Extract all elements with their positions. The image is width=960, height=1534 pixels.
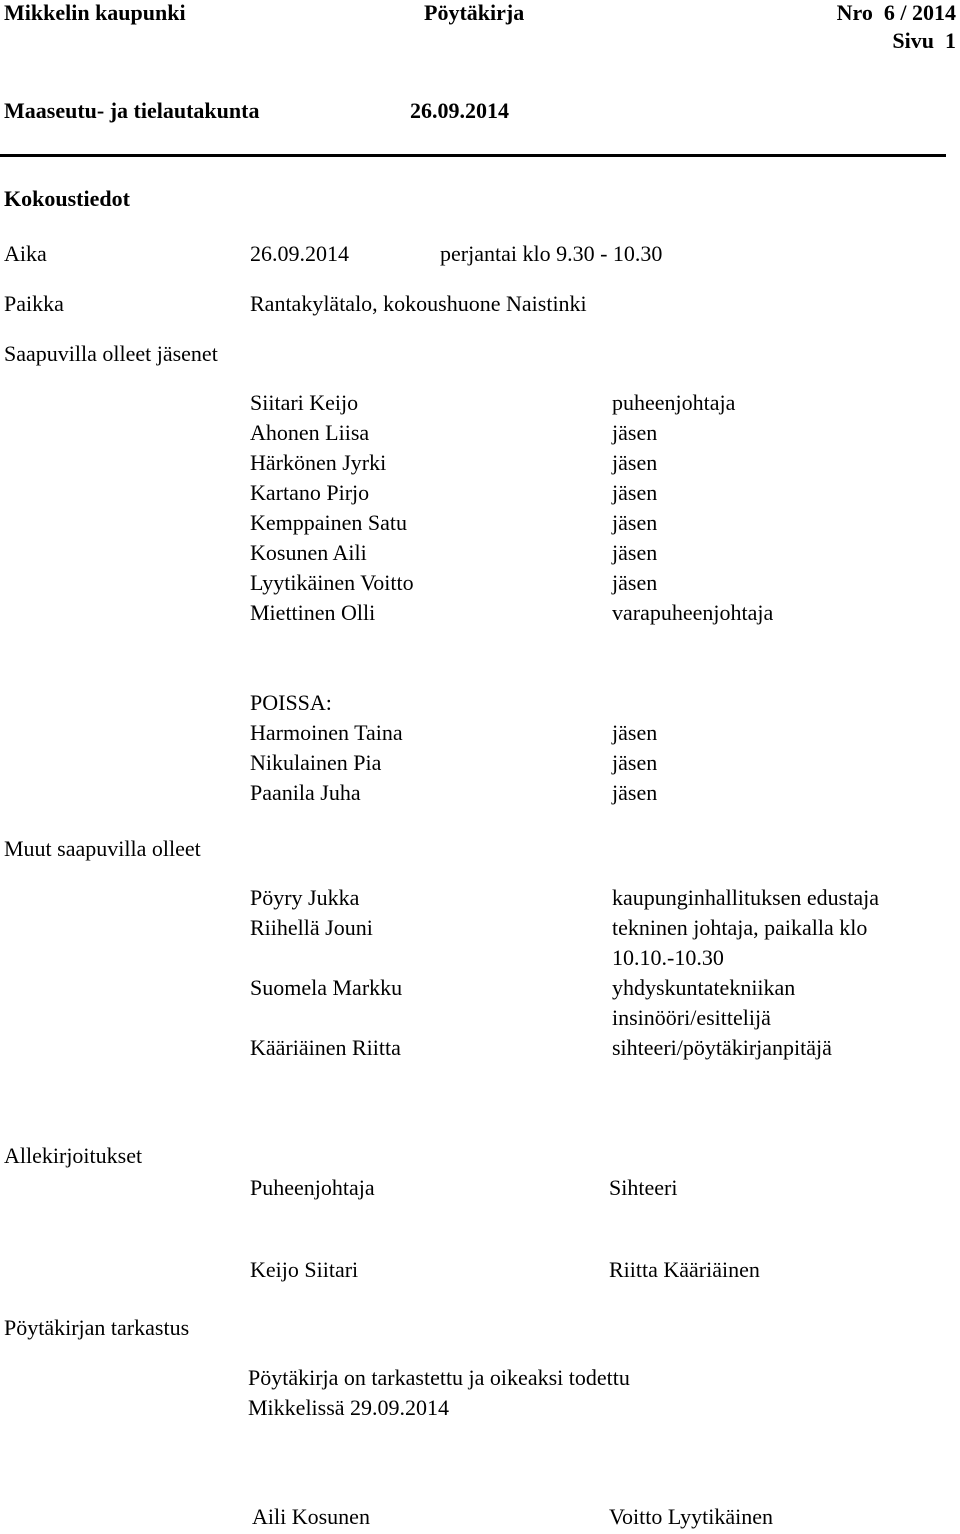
document-type: Pöytäkirja [424, 0, 525, 25]
other-role: sihteeri/pöytäkirjanpitäjä [612, 1035, 832, 1060]
member-role: jäsen [612, 510, 658, 535]
other-role: tekninen johtaja, paikalla klo [612, 915, 868, 940]
member-role: jäsen [612, 480, 658, 505]
member-role: varapuheenjohtaja [612, 600, 774, 625]
other-name: Kääriäinen Riitta [250, 1035, 401, 1060]
document-number: Nro 6 / 2014 [836, 0, 956, 25]
reviewer-name: Voitto Lyytikäinen [609, 1504, 773, 1529]
other-name: Suomela Markku [250, 975, 403, 1000]
reviewer-name: Aili Kosunen [252, 1504, 370, 1529]
committee-name: Maaseutu- ja tielautakunta [4, 98, 260, 123]
member-role: jäsen [612, 570, 658, 595]
place-value: Rantakylätalo, kokoushuone Naistinki [250, 291, 587, 316]
member-name: Lyytikäinen Voitto [250, 570, 414, 595]
secretary-name: Riitta Kääriäinen [609, 1257, 760, 1282]
other-name: Riihellä Jouni [250, 915, 373, 940]
member-name: Härkönen Jyrki [250, 450, 387, 475]
member-name: Ahonen Liisa [250, 420, 370, 445]
other-role: yhdyskuntatekniikan [612, 975, 796, 1000]
chair-name: Keijo Siitari [250, 1257, 359, 1282]
absent-member-name: Nikulainen Pia [250, 750, 382, 775]
time-value: perjantai klo 9.30 - 10.30 [440, 241, 663, 266]
page-number: Sivu 1 [892, 28, 956, 53]
absent-member-name: Harmoinen Taina [250, 720, 403, 745]
time-date: 26.09.2014 [250, 241, 349, 266]
present-label: Saapuvilla olleet jäsenet [4, 341, 218, 366]
other-role: kaupunginhallituksen edustaja [612, 885, 879, 910]
secretary-title: Sihteeri [609, 1175, 678, 1200]
section-title: Kokoustiedot [4, 186, 130, 211]
absent-member-role: jäsen [612, 720, 658, 745]
other-role: insinööri/esittelijä [612, 1005, 771, 1030]
member-name: Kosunen Aili [250, 540, 367, 565]
place-label: Paikka [4, 291, 64, 316]
others-label: Muut saapuvilla olleet [4, 836, 201, 861]
member-name: Kemppainen Satu [250, 510, 408, 535]
member-role: puheenjohtaja [612, 390, 736, 415]
member-role: jäsen [612, 540, 658, 565]
time-label: Aika [4, 241, 47, 266]
absent-heading: POISSA: [250, 690, 332, 715]
header-divider [0, 154, 946, 157]
member-role: jäsen [612, 420, 658, 445]
member-name: Siitari Keijo [250, 390, 359, 415]
other-role: 10.10.-10.30 [612, 945, 724, 970]
member-role: jäsen [612, 450, 658, 475]
review-statement: Pöytäkirja on tarkastettu ja oikeaksi todettu [248, 1365, 630, 1390]
absent-member-name: Paanila Juha [250, 780, 361, 805]
member-name: Miettinen Olli [250, 600, 376, 625]
review-label: Pöytäkirjan tarkastus [4, 1315, 190, 1340]
chair-title: Puheenjohtaja [250, 1175, 375, 1200]
absent-member-role: jäsen [612, 780, 658, 805]
other-name: Pöyry Jukka [250, 885, 360, 910]
signatures-label: Allekirjoitukset [4, 1143, 143, 1168]
review-place-date: Mikkelissä 29.09.2014 [248, 1395, 450, 1420]
header-date: 26.09.2014 [410, 98, 509, 123]
municipality-name: Mikkelin kaupunki [4, 0, 186, 25]
absent-member-role: jäsen [612, 750, 658, 775]
member-name: Kartano Pirjo [250, 480, 370, 505]
